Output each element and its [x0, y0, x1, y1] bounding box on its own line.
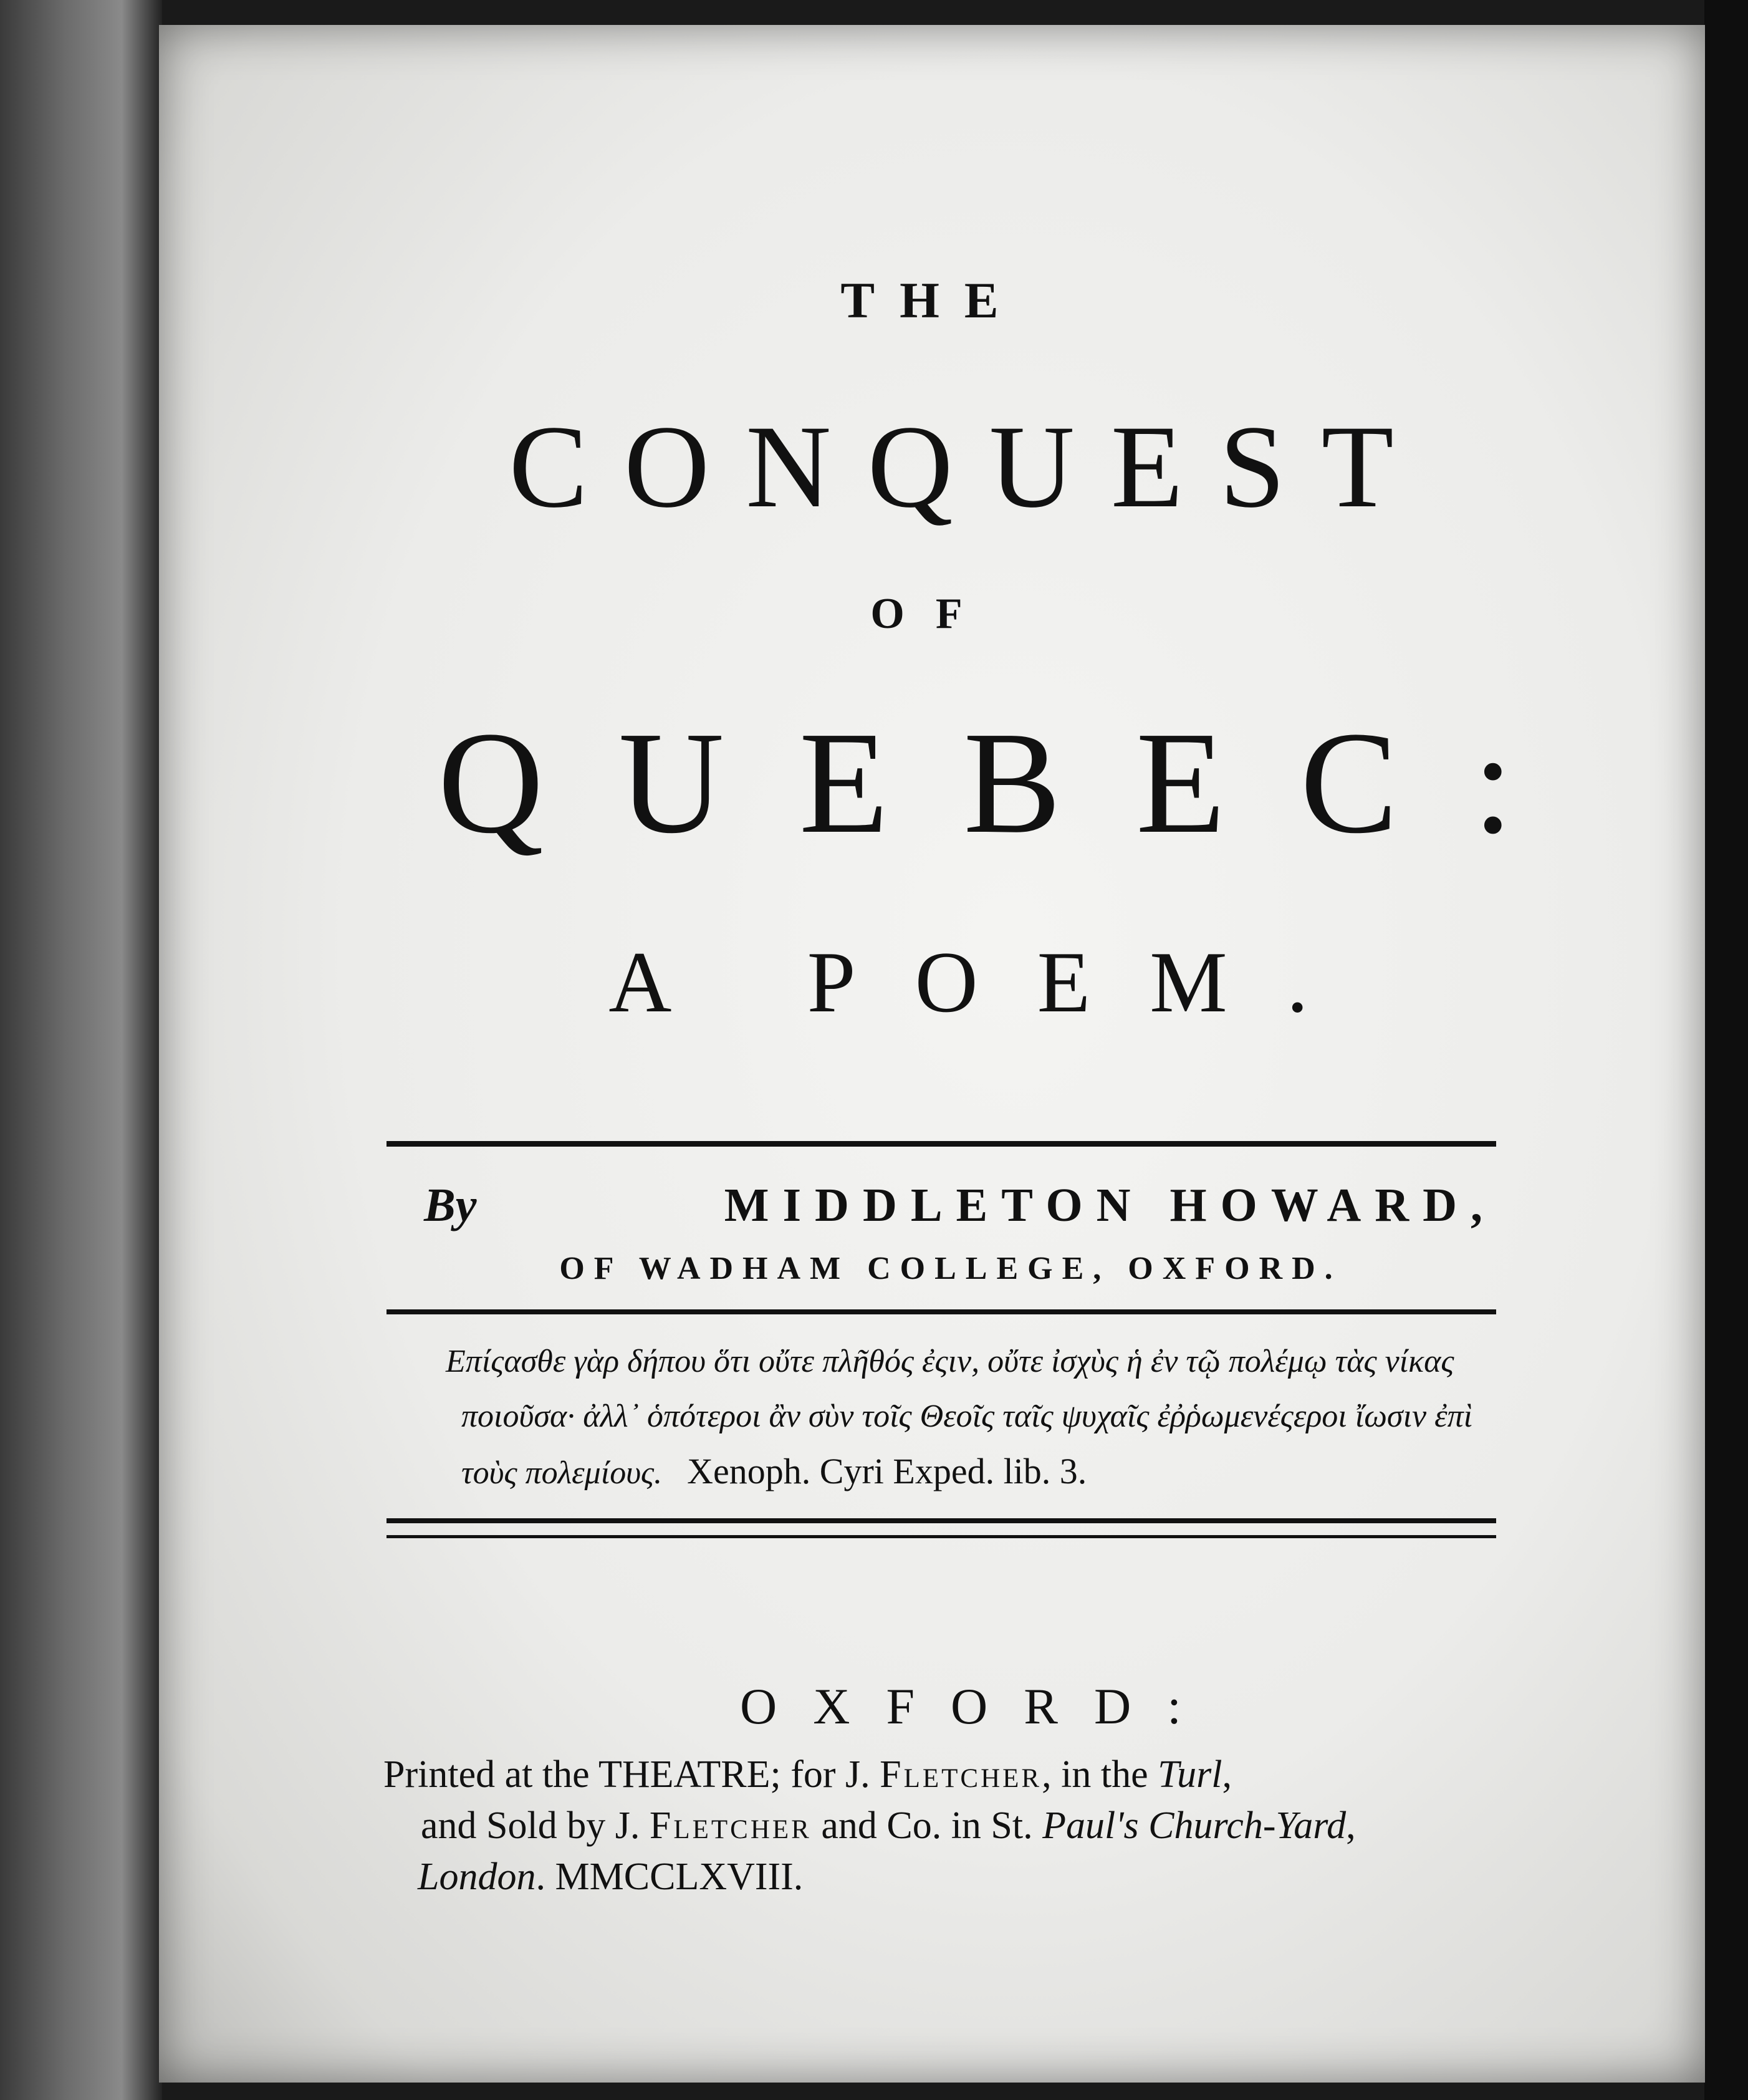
title-quebec: QUEBEC:	[438, 701, 1588, 864]
imprint-fletcher: Fletcher	[880, 1753, 1042, 1796]
imprint-text: ,	[1222, 1753, 1232, 1796]
imprint-year: . MMCCLXVIII.	[535, 1856, 804, 1898]
imprint-text: ; for J.	[770, 1753, 880, 1796]
imprint-turl: Turl	[1158, 1753, 1222, 1796]
author-by: By	[424, 1179, 477, 1231]
author-name: MIDDLETON HOWARD,	[724, 1179, 1496, 1231]
epigraph-greek-line-1: Επίςασθε γὰρ δήπου ὅτι οὔτε πλῆθός ἐςιν, οὔτε ἰσχὺς ἡ ἐν τῷ πολέμῳ τὰς νίκας	[446, 1344, 1454, 1379]
scan-edge-left	[0, 0, 162, 2100]
title-of: OF	[870, 590, 994, 638]
imprint-text: ,	[1346, 1804, 1356, 1847]
rule-top	[387, 1141, 1496, 1147]
epigraph-citation: Xenoph. Cyri Exped. lib. 3.	[687, 1451, 1087, 1491]
imprint-theatre: THEATRE	[598, 1753, 771, 1796]
epigraph-greek-line-3: τοὺς πολεμίους.	[461, 1455, 663, 1491]
imprint-london: London	[418, 1856, 536, 1898]
epigraph-line-3	[461, 1444, 1509, 1501]
imprint-line-2	[383, 1800, 1512, 1851]
rule-double-bottom	[387, 1535, 1496, 1538]
imprint	[383, 1749, 1512, 1902]
imprint-church-yard: Paul's Church-Yard	[1042, 1804, 1347, 1847]
imprint-text: and Sold by J.	[421, 1804, 650, 1847]
imprint-line-3	[383, 1851, 1512, 1902]
epigraph	[446, 1334, 1509, 1501]
imprint-place: OXFORD:	[740, 1678, 1217, 1735]
imprint-text: , in the	[1042, 1753, 1158, 1796]
epigraph-greek-line-2: ποιοῦσα· ἀλλ᾽ ὁπότεροι ἂν σὺν τοῖς Θεοῖς ταῖς ψυχαῖς ἐῤῥωμενέςεροι ἴωσιν ἐπὶ	[461, 1399, 1473, 1434]
title-a-poem: A POEM.	[608, 934, 1368, 1031]
imprint-line-1	[383, 1749, 1512, 1800]
imprint-fletcher: Fletcher	[649, 1804, 812, 1847]
author-line	[424, 1178, 1496, 1233]
rule-double-top	[387, 1518, 1496, 1523]
title-the: THE	[840, 272, 1024, 329]
title-conquest: CONQUEST	[509, 402, 1430, 532]
title-page	[159, 25, 1705, 2083]
rule-middle	[387, 1309, 1496, 1314]
imprint-text: and Co. in St.	[811, 1804, 1043, 1847]
author-college: OF WADHAM COLLEGE, OXFORD.	[559, 1251, 1342, 1286]
imprint-text: Printed at the	[383, 1753, 598, 1796]
scan-edge-right	[1704, 0, 1748, 2100]
